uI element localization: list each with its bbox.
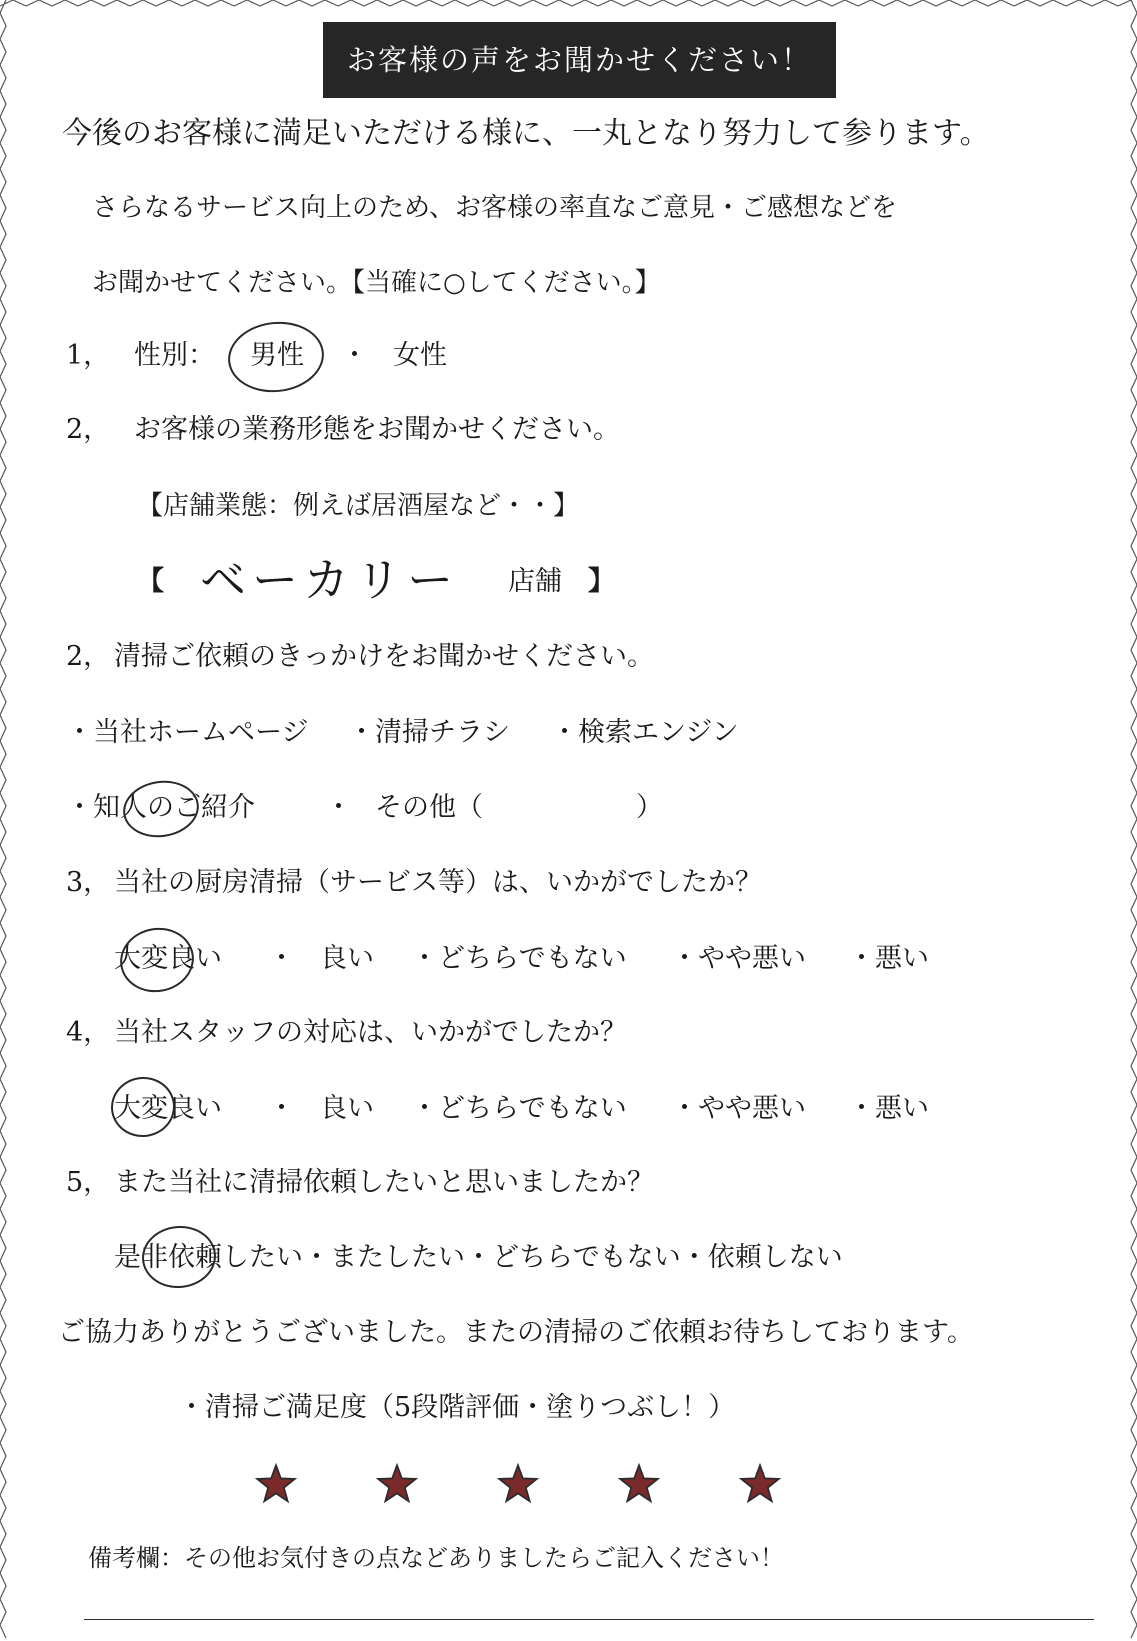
q4-question: 当社スタッフの対応は、いかがでしたか？	[114, 1017, 627, 1048]
q2a-suffix: 店舗	[508, 566, 562, 597]
remarks-line	[84, 1619, 1094, 1620]
q3-question: 当社の厨房清掃（サービス等）は、いかがでしたか？	[114, 867, 762, 898]
q4-option-neutral[interactable]: ・どちらでもない	[411, 1093, 627, 1124]
q2b-option-referral[interactable]: ・知人のご紹介	[66, 792, 255, 823]
page-title: お客様の声をお聞かせください！	[346, 43, 812, 77]
q2b-option-other[interactable]: その他（	[375, 792, 483, 823]
q1-option-male[interactable]: 男性	[250, 340, 304, 371]
q5-question: また当社に清掃依頼したいと思いましたか？	[114, 1167, 654, 1198]
q2a-bracket-close: 】	[588, 566, 615, 597]
q4-option-bad[interactable]: ・悪い	[848, 1093, 929, 1124]
q3-option-good[interactable]: 良い	[320, 943, 374, 974]
q2b-option-flyer[interactable]: ・清掃チラシ	[348, 717, 510, 748]
q1-separator: ・	[341, 340, 368, 371]
star-icon[interactable]	[375, 1462, 419, 1506]
q3-option-somewhat-bad[interactable]: ・やや悪い	[671, 943, 806, 974]
star-icon[interactable]	[496, 1462, 540, 1506]
q5-number: 5，	[66, 1167, 111, 1198]
star-icon[interactable]	[738, 1462, 782, 1506]
q2b-other-close: ）	[636, 792, 663, 823]
q3-option-very-good[interactable]: 大変良い	[114, 943, 222, 974]
q2b-question: 清掃ご依頼のきっかけをお聞かせください。	[114, 641, 654, 672]
thanks-message: ご協力ありがとうございました。またの清掃のご依頼お待ちしております。	[58, 1317, 974, 1348]
q1-option-female[interactable]: 女性	[393, 340, 447, 371]
q3-separator: ・	[268, 943, 295, 974]
q3-option-bad[interactable]: ・悪い	[848, 943, 929, 974]
q4-separator: ・	[268, 1093, 295, 1124]
intro-line-3: お聞かせてください。【当確に○してください。】	[92, 268, 661, 298]
q2a-answer-handwritten[interactable]: ベーカリー	[200, 553, 460, 607]
q1-label: 性別：	[134, 340, 215, 371]
remarks-label: 備考欄：その他お気付きの点などありましたらご記入ください！	[88, 1544, 784, 1572]
q2a-bracket-open: 【	[137, 566, 164, 597]
star-icon[interactable]	[617, 1462, 661, 1506]
q2b-option-homepage[interactable]: ・当社ホームページ	[66, 717, 309, 748]
q4-number: 4，	[66, 1017, 111, 1048]
star-icon[interactable]	[254, 1462, 298, 1506]
q2b-number: 2，	[66, 641, 111, 672]
q2b-option-search[interactable]: ・検索エンジン	[551, 717, 739, 748]
title-banner	[323, 22, 836, 98]
q2b-separator: ・	[325, 792, 352, 823]
q3-number: 3，	[66, 867, 111, 898]
q3-option-neutral[interactable]: ・どちらでもない	[411, 943, 627, 974]
q4-option-good[interactable]: 良い	[320, 1093, 374, 1124]
q2a-hint: 【店舗業態：例えば居酒屋など・・】	[137, 491, 580, 521]
intro-line-1: 今後のお客様に満足いただける様に、一丸となり努力して参ります。	[62, 116, 990, 151]
q4-option-somewhat-bad[interactable]: ・やや悪い	[671, 1093, 806, 1124]
q1-number: 1，	[66, 340, 111, 371]
intro-line-2: さらなるサービス向上のため、お客様の率直なご意見・ご感想などを	[92, 193, 897, 223]
q5-options[interactable]: 是非依頼したい・またしたい・どちらでもない・依頼しない	[114, 1242, 843, 1273]
satisfaction-label: ・清掃ご満足度（5段階評価・塗りつぶし！）	[178, 1392, 736, 1423]
q2a-number: 2，	[66, 414, 111, 445]
q4-option-very-good[interactable]: 大変良い	[114, 1093, 222, 1124]
q2a-question: お客様の業務形態をお聞かせください。	[134, 414, 620, 445]
